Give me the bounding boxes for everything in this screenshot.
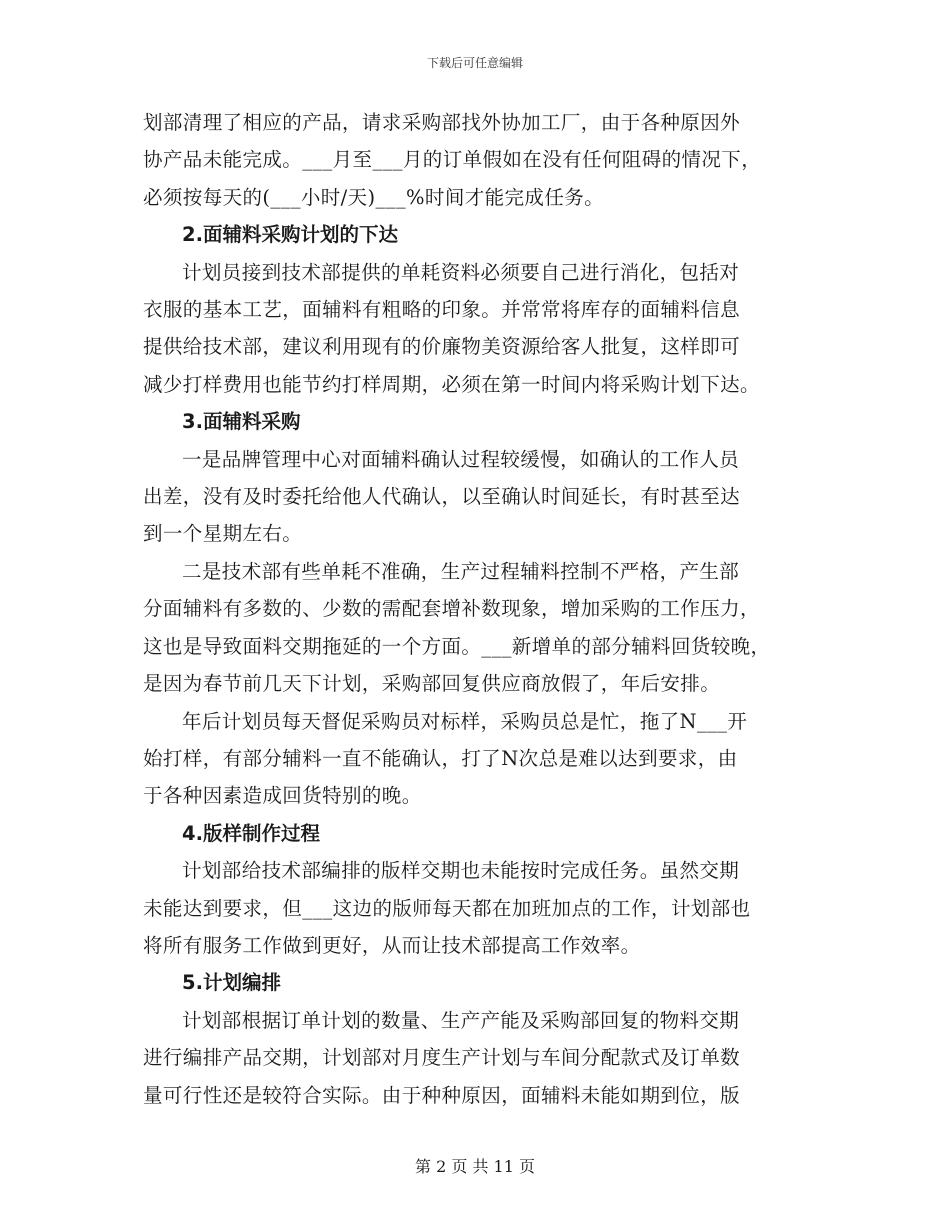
text-line: 划部清理了相应的产品，请求采购部找外协加工厂，由于各种原因外 (143, 111, 741, 134)
page-header: 下载后可任意编辑 (426, 56, 523, 70)
paragraph (143, 553, 813, 703)
text-line: 减少打样费用也能节约打样周期，必须在第一时间内将采购计划下达。 (143, 372, 760, 396)
section-heading: 5.计划编排 (182, 971, 281, 995)
text-line: 必须按每天的(___小时/天)___%时间才能完成任务。 (143, 185, 605, 209)
paragraph (143, 703, 813, 815)
text-line: 出差，没有及时委托给他人代确认，以至确认时间延长，有时甚至达 (143, 485, 741, 509)
text-line: 未能达到要求，但___这边的版师每天都在加班加点的工作，计划部也 (143, 896, 751, 920)
text-line: 量可行性还是较符合实际。由于种种原因，面辅料未能如期到位，版 (143, 1083, 741, 1107)
document-body (143, 104, 813, 1114)
text-line: 进行编排产品交期，计划部对月度生产计划与车间分配款式及订单数 (143, 1046, 741, 1070)
text-line: 一是品牌管理中心对面辅料确认过程较缓慢，如确认的工作人员 (182, 447, 740, 471)
text-line: 计划部给技术部编排的版样交期也未能按时完成任务。虽然交期 (182, 859, 740, 883)
text-line: 协产品未能完成。___月至___月的订单假如在没有任何阻碍的情况下， (143, 148, 762, 172)
text-line: 计划员接到技术部提供的单耗资料必须要自己进行消化，包括对 (182, 260, 740, 284)
text-line: 二是技术部有些单耗不准确，生产过程辅料控制不严格，产生部 (182, 559, 740, 583)
text-line: 是因为春节前几天下计划，采购部回复供应商放假了，年后安排。 (143, 672, 721, 696)
page-number: 第 2 页 共 11 页 (415, 1157, 535, 1176)
section-heading: 2.面辅料采购计划的下达 (182, 223, 398, 247)
text-line: 始打样，有部分辅料一直不能确认，打了N次总是难以达到要求，由 (143, 746, 738, 770)
text-line: 分面辅料有多数的、少数的需配套增补数现象，增加采购的工作压力， (143, 597, 760, 621)
paragraph (143, 441, 813, 553)
text-line: 于各种因素造成回货特别的晚。 (143, 784, 422, 808)
text-line: 到一个星期左右。 (143, 522, 303, 546)
text-line: 计划部根据订单计划的数量、生产产能及采购部回复的物料交期 (182, 1008, 740, 1032)
text-line: 提供给技术部，建议利用现有的价廉物美资源给客人批复，这样即可 (143, 335, 741, 359)
paragraph (143, 852, 813, 964)
text-line: 这也是导致面料交期拖延的一个方面。___新增单的部分辅料回货较晚， (143, 634, 771, 658)
text-line: 衣服的基本工艺，面辅料有粗略的印象。并常常将库存的面辅料信息 (143, 298, 741, 322)
paragraph (143, 1002, 813, 1114)
paragraph (143, 254, 813, 404)
section-heading: 4.版样制作过程 (182, 821, 320, 845)
paragraph-continuation (143, 104, 813, 216)
section-heading: 3.面辅料采购 (182, 410, 301, 434)
text-line: 年后计划员每天督促采购员对标样，采购员总是忙，拖了N___开 (182, 709, 748, 733)
text-line: 将所有服务工作做到更好，从而让技术部提高工作效率。 (143, 933, 641, 957)
